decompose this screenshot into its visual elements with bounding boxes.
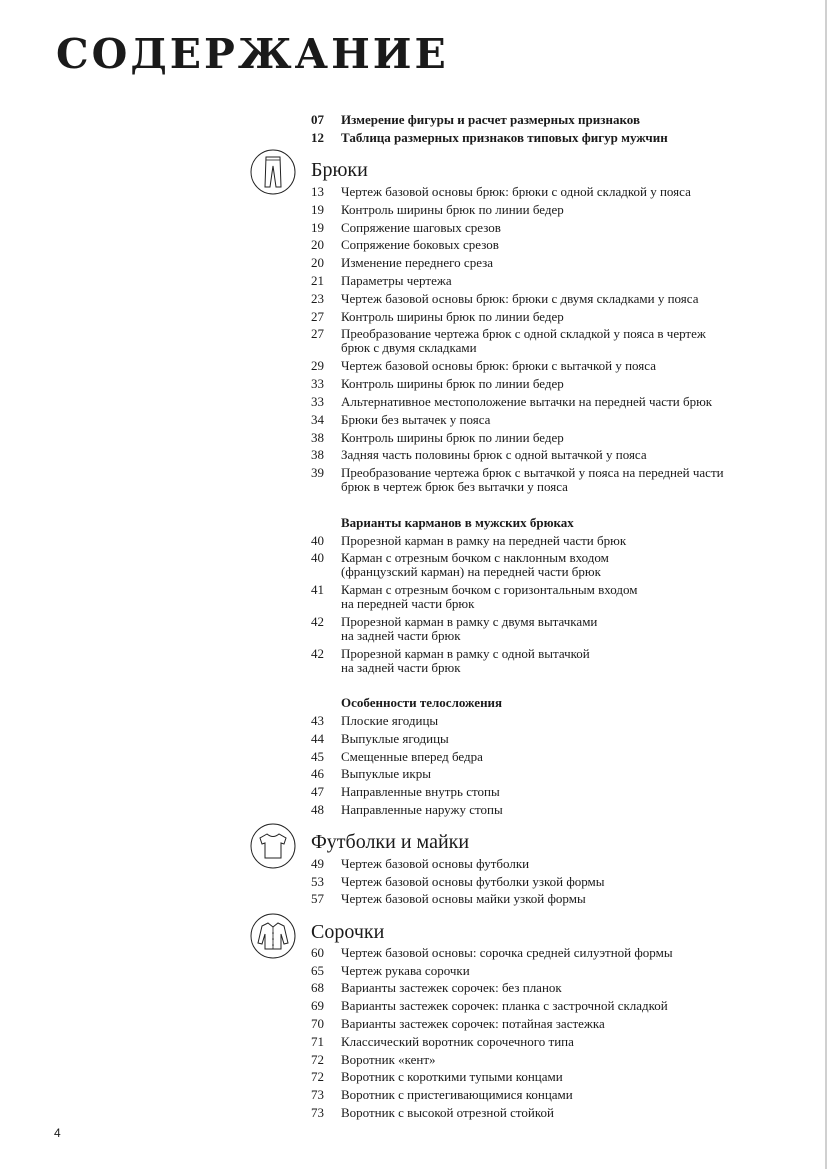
toc-entry-title: Сопряжение боковых срезов — [341, 237, 499, 252]
toc-page-number: 48 — [311, 802, 324, 817]
toc-entry-title: Контроль ширины брюк по линии бедер — [341, 376, 564, 391]
toc-page-number: 73 — [311, 1087, 324, 1102]
toc-page-number: 07 — [311, 112, 324, 127]
toc-entry-title: Чертеж рукава сорочки — [341, 963, 470, 978]
toc-page-number: 39 — [311, 465, 324, 480]
toc-page-number: 27 — [311, 309, 324, 324]
toc-page-number: 45 — [311, 749, 324, 764]
toc-entry-title: Воротник «кент» — [341, 1052, 436, 1067]
section-title-trousers: Брюки — [311, 159, 368, 181]
page-number: 4 — [54, 1126, 61, 1140]
page-title: СОДЕРЖАНИЕ — [56, 30, 449, 78]
toc-page-number: 13 — [311, 184, 324, 199]
toc-page-number: 68 — [311, 980, 324, 995]
toc-page-number: 38 — [311, 430, 324, 445]
tshirt-icon — [250, 823, 296, 869]
section-title-shirts: Сорочки — [311, 921, 385, 943]
toc-entry-title-continued: на задней части брюк — [341, 628, 461, 643]
toc-page-number: 19 — [311, 202, 324, 217]
toc-entry-title-continued: (французский карман) на передней части брюк — [341, 564, 601, 579]
toc-page-number: 38 — [311, 447, 324, 462]
toc-page-number: 23 — [311, 291, 324, 306]
toc-entry-title: Направленные внутрь стопы — [341, 784, 500, 799]
toc-entry-title-continued: на передней части брюк — [341, 596, 475, 611]
toc-entry-title: Таблица размерных признаков типовых фигур мужчин — [341, 130, 668, 145]
shirt-icon — [250, 913, 296, 959]
toc-entry-title: Прорезной карман в рамку с одной вытачкой — [341, 646, 590, 661]
toc-page-number: 19 — [311, 220, 324, 235]
toc-entry-title: Чертеж базовой основы брюк: брюки с вытачкой у пояса — [341, 358, 656, 373]
toc-entry-title-continued: брюк в чертеж брюк без вытачки у пояса — [341, 479, 568, 494]
toc-page-number: 53 — [311, 874, 324, 889]
toc-entry-title: Чертеж базовой основы футболки узкой формы — [341, 874, 605, 889]
toc-page-number: 49 — [311, 856, 324, 871]
toc-entry-title: Чертеж базовой основы футболки — [341, 856, 530, 871]
toc-page-number: 40 — [311, 533, 324, 548]
toc-page-number: 72 — [311, 1052, 324, 1067]
toc-entry-title: Измерение фигуры и расчет размерных признаков — [341, 112, 640, 127]
toc-page-number: 69 — [311, 998, 324, 1013]
toc-entry-title: Контроль ширины брюк по линии бедер — [341, 430, 564, 445]
toc-page-number: 73 — [311, 1105, 324, 1120]
toc-entry-title: Карман с отрезным бочком с горизонтальным входом — [341, 582, 638, 597]
toc-entry-title: Воротник с пристегивающимися концами — [341, 1087, 573, 1102]
toc-entry-title: Параметры чертежа — [341, 273, 452, 288]
toc-entry-title: Чертеж базовой основы: сорочка средней силуэтной формы — [341, 945, 673, 960]
toc-entry-title: Варианты застежек сорочек: планка с застрочной складкой — [341, 998, 668, 1013]
toc-entry-title: Преобразование чертежа брюк с вытачкой у пояса на передней части — [341, 465, 724, 480]
toc-entry-title: Задняя часть половины брюк с одной вытачкой у пояса — [341, 447, 647, 462]
toc-entry-title-continued: на задней части брюк — [341, 660, 461, 675]
section-title-tshirts: Футболки и майки — [311, 831, 470, 853]
toc-page-number: 70 — [311, 1016, 324, 1031]
toc-entry-title: Альтернативное местоположение вытачки на передней части брюк — [341, 394, 713, 409]
toc-page-number: 65 — [311, 963, 324, 978]
toc-page-number: 41 — [311, 582, 324, 597]
toc-page-number: 33 — [311, 376, 324, 391]
toc-page-number: 57 — [311, 891, 324, 906]
toc-page-number: 27 — [311, 326, 324, 341]
toc-entry-title: Прорезной карман в рамку с двумя вытачками — [341, 614, 598, 629]
toc-entry-title: Выпуклые икры — [341, 766, 431, 781]
toc-page-number: 42 — [311, 614, 324, 629]
toc-entry-title: Преобразование чертежа брюк с одной складкой у пояса в чертеж — [341, 326, 706, 341]
toc-entry-title-continued: брюк с двумя складками — [341, 340, 477, 355]
toc-page-number: 46 — [311, 766, 324, 781]
toc-entry-title: Воротник с высокой отрезной стойкой — [341, 1105, 554, 1120]
toc-entry-title: Варианты застежек сорочек: без планок — [341, 980, 562, 995]
trousers-icon — [250, 149, 296, 195]
toc-page-number: 43 — [311, 713, 324, 728]
toc-page-number: 33 — [311, 394, 324, 409]
toc-page-number: 47 — [311, 784, 324, 799]
toc-entry-title: Контроль ширины брюк по линии бедер — [341, 202, 564, 217]
toc-entry-title: Брюки без вытачек у пояса — [341, 412, 491, 427]
toc-entry-title: Сопряжение шаговых срезов — [341, 220, 501, 235]
toc-page-number: 12 — [311, 130, 324, 145]
toc-page-number: 20 — [311, 255, 324, 270]
toc-page-number: 44 — [311, 731, 324, 746]
toc-entry-title: Плоские ягодицы — [341, 713, 439, 728]
toc-entry-title: Смещенные вперед бедра — [341, 749, 483, 764]
toc-page-number: 42 — [311, 646, 324, 661]
toc-page-number: 40 — [311, 550, 324, 565]
toc-entry-title: Воротник с короткими тупыми концами — [341, 1069, 563, 1084]
toc-entry-title: Прорезной карман в рамку на передней части брюк — [341, 533, 627, 548]
toc-entry-title: Чертеж базовой основы брюк: брюки с двумя складками у пояса — [341, 291, 699, 306]
subsection-title-pockets: Варианты карманов в мужских брюках — [341, 515, 574, 530]
toc-page-number: 71 — [311, 1034, 324, 1049]
toc-entry-title: Чертеж базовой основы майки узкой формы — [341, 891, 586, 906]
toc-page-number: 34 — [311, 412, 324, 427]
toc-entry-title: Классический воротник сорочечного типа — [341, 1034, 574, 1049]
toc-entry-title: Чертеж базовой основы брюк: брюки с одной складкой у пояса — [341, 184, 691, 199]
toc-page-number: 21 — [311, 273, 324, 288]
subsection-title-figure: Особенности телосложения — [341, 695, 503, 710]
toc-page-number: 60 — [311, 945, 324, 960]
toc-entry-title: Изменение переднего среза — [341, 255, 494, 270]
toc-entry-title: Карман с отрезным бочком с наклонным входом — [341, 550, 609, 565]
toc-page-number: 72 — [311, 1069, 324, 1084]
toc-page-number: 29 — [311, 358, 324, 373]
toc-entry-title: Выпуклые ягодицы — [341, 731, 449, 746]
toc-page-number: 20 — [311, 237, 324, 252]
toc-entry-title: Варианты застежек сорочек: потайная застежка — [341, 1016, 605, 1031]
toc-entry-title: Направленные наружу стопы — [341, 802, 503, 817]
toc-entry-title: Контроль ширины брюк по линии бедер — [341, 309, 564, 324]
